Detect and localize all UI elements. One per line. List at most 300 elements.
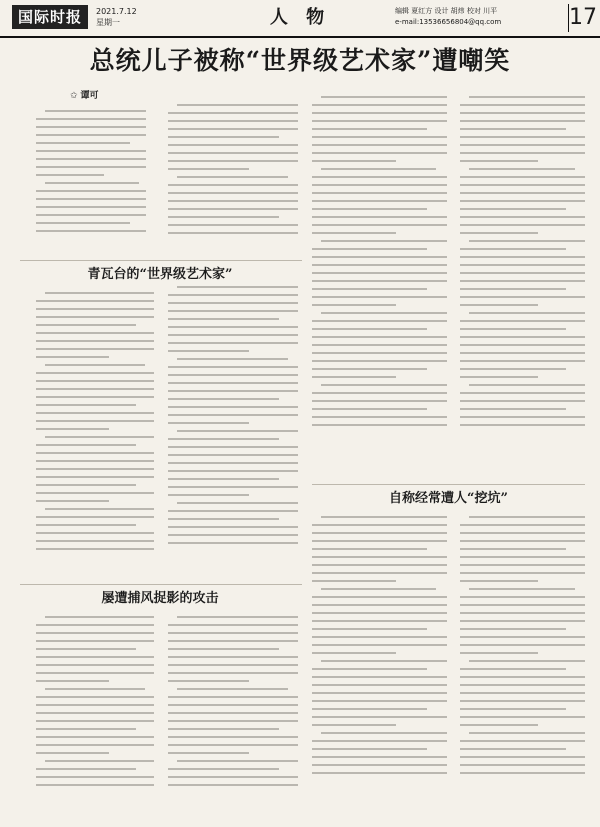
body-text-line — [168, 534, 298, 536]
body-text-line — [36, 214, 146, 216]
body-text-line — [36, 222, 130, 224]
body-text-line — [177, 688, 288, 690]
body-text-line — [312, 724, 396, 726]
body-text-line — [312, 400, 447, 402]
body-text-line — [460, 644, 585, 646]
body-text-line — [460, 764, 585, 766]
body-text-line — [168, 366, 298, 368]
body-text-line — [168, 406, 298, 408]
body-text-line — [460, 136, 585, 138]
body-text-line — [312, 604, 447, 606]
section-divider — [20, 260, 302, 261]
body-text-line — [168, 486, 298, 488]
body-text-line — [312, 344, 447, 346]
body-text-line — [168, 470, 298, 472]
body-text-line — [312, 200, 447, 202]
body-text-line — [168, 374, 298, 376]
section-divider — [312, 484, 585, 485]
body-text-line — [460, 628, 566, 630]
body-text-line — [460, 336, 585, 338]
column-3-bottom — [312, 516, 447, 780]
body-text-line — [36, 230, 146, 232]
editor-email: e-mail:13536656804@qq.com — [395, 18, 502, 26]
body-text-line — [312, 112, 447, 114]
body-text-line — [168, 144, 298, 146]
body-text-line — [312, 548, 427, 550]
body-text-line — [460, 756, 585, 758]
body-text-line — [460, 612, 585, 614]
body-text-line — [312, 596, 447, 598]
body-text-line — [168, 768, 279, 770]
body-text-line — [168, 510, 298, 512]
body-text-line — [312, 644, 447, 646]
body-text-line — [460, 120, 585, 122]
body-text-line — [460, 636, 585, 638]
body-text-line — [460, 352, 585, 354]
body-text-line — [312, 700, 447, 702]
body-text-line — [36, 712, 154, 714]
body-text-line — [460, 304, 538, 306]
body-text-line — [36, 142, 130, 144]
body-text-line — [45, 364, 145, 366]
article-byline — [70, 90, 99, 102]
body-text-line — [312, 224, 447, 226]
body-text-line — [460, 320, 585, 322]
body-text-line — [312, 128, 427, 130]
body-text-line — [168, 168, 249, 170]
body-text-line — [168, 310, 298, 312]
body-text-line — [321, 96, 447, 98]
author-name: 谭可 — [80, 91, 99, 101]
column-1-middle — [36, 292, 154, 556]
body-text-line — [45, 292, 154, 294]
body-text-line — [36, 476, 154, 478]
body-text-line — [36, 134, 146, 136]
body-text-line — [36, 768, 136, 770]
body-text-line — [36, 728, 136, 730]
body-text-line — [36, 736, 154, 738]
body-text-line — [321, 588, 436, 590]
body-text-line — [36, 704, 154, 706]
body-text-line — [469, 588, 575, 590]
body-text-line — [312, 256, 447, 258]
body-text-line — [460, 360, 585, 362]
body-text-line — [460, 772, 585, 774]
body-text-line — [36, 680, 109, 682]
body-text-line — [312, 120, 447, 122]
body-text-line — [168, 736, 298, 738]
body-text-line — [312, 764, 447, 766]
body-text-line — [168, 200, 298, 202]
body-text-line — [177, 176, 288, 178]
body-text-line — [312, 564, 447, 566]
body-text-line — [36, 460, 154, 462]
body-text-line — [312, 336, 447, 338]
body-text-line — [312, 580, 396, 582]
body-text-line — [36, 118, 146, 120]
body-text-line — [36, 492, 154, 494]
body-text-line — [460, 620, 585, 622]
body-text-line — [312, 160, 396, 162]
body-text-line — [460, 532, 585, 534]
body-text-line — [36, 206, 146, 208]
body-text-line — [312, 424, 447, 426]
body-text-line — [460, 580, 538, 582]
body-text-line — [36, 696, 154, 698]
body-text-line — [168, 152, 298, 154]
body-text-line — [460, 248, 566, 250]
body-text-line — [469, 516, 585, 518]
body-text-line — [177, 358, 288, 360]
body-text-line — [36, 316, 154, 318]
body-text-line — [312, 392, 447, 394]
body-text-line — [469, 312, 585, 314]
body-text-line — [168, 776, 298, 778]
body-text-line — [460, 716, 585, 718]
body-text-line — [36, 640, 154, 642]
body-text-line — [36, 372, 154, 374]
body-text-line — [36, 190, 146, 192]
body-text-line — [36, 166, 146, 168]
body-text-line — [460, 596, 585, 598]
body-text-line — [469, 240, 585, 242]
editor-names: 编辑 夏红方 设计 胡炜 校对 川平 — [395, 7, 498, 15]
body-text-line — [460, 684, 585, 686]
body-text-line — [36, 776, 154, 778]
body-text-line — [36, 380, 154, 382]
body-text-line — [469, 660, 585, 662]
body-text-line — [312, 352, 447, 354]
body-text-line — [177, 502, 298, 504]
body-text-line — [460, 708, 566, 710]
body-text-line — [312, 652, 396, 654]
body-text-line — [177, 616, 298, 618]
body-text-line — [168, 478, 279, 480]
body-text-line — [168, 390, 298, 392]
body-text-line — [460, 104, 585, 106]
body-text-line — [36, 150, 146, 152]
body-text-line — [168, 112, 298, 114]
body-text-line — [36, 404, 136, 406]
body-text-line — [168, 342, 298, 344]
body-text-line — [36, 720, 154, 722]
body-text-line — [460, 232, 538, 234]
body-text-line — [36, 452, 154, 454]
body-text-line — [312, 248, 427, 250]
body-text-line — [321, 516, 447, 518]
body-text-line — [36, 126, 146, 128]
body-text-line — [312, 556, 447, 558]
column-4-top — [460, 96, 585, 432]
body-text-line — [36, 516, 154, 518]
section-title: 人 物 — [269, 7, 331, 28]
body-text-line — [168, 446, 298, 448]
column-2-bottom — [168, 616, 298, 792]
body-text-line — [312, 756, 447, 758]
body-text-line — [168, 648, 279, 650]
column-2-middle — [168, 286, 298, 550]
body-text-line — [460, 368, 566, 370]
body-text-line — [36, 752, 109, 754]
body-text-line — [177, 430, 298, 432]
body-text-line — [312, 532, 447, 534]
body-text-line — [168, 160, 298, 162]
body-text-line — [45, 508, 154, 510]
body-text-line — [312, 208, 427, 210]
body-text-line — [36, 624, 154, 626]
body-text-line — [312, 272, 447, 274]
body-text-line — [460, 264, 585, 266]
body-text-line — [460, 556, 585, 558]
body-text-line — [36, 420, 154, 422]
body-text-line — [460, 408, 566, 410]
body-text-line — [321, 240, 447, 242]
body-text-line — [312, 628, 427, 630]
body-text-line — [312, 748, 427, 750]
subhead-2: 屡遭捕风捉影的攻击 — [101, 591, 219, 606]
issue-date: 2021.7.12 — [96, 7, 137, 16]
body-text-line — [312, 320, 447, 322]
body-text-line — [312, 716, 447, 718]
body-text-line — [168, 518, 279, 520]
body-text-line — [168, 494, 249, 496]
body-text-line — [312, 708, 427, 710]
star-icon: ✩ — [70, 91, 78, 101]
page-number: 17 — [569, 5, 597, 30]
body-text-line — [460, 184, 585, 186]
body-text-line — [168, 382, 298, 384]
body-text-line — [36, 484, 136, 486]
body-text-line — [312, 368, 427, 370]
body-text-line — [460, 724, 538, 726]
body-text-line — [312, 144, 447, 146]
column-2-top — [168, 104, 298, 240]
body-text-line — [312, 216, 447, 218]
body-text-line — [168, 656, 298, 658]
body-text-line — [460, 564, 585, 566]
column-4-bottom — [460, 516, 585, 780]
body-text-line — [45, 760, 154, 762]
body-text-line — [312, 416, 447, 418]
body-text-line — [168, 696, 298, 698]
column-1-top — [36, 110, 146, 238]
body-text-line — [168, 672, 298, 674]
body-text-line — [312, 192, 447, 194]
body-text-line — [312, 692, 447, 694]
body-text-line — [460, 344, 585, 346]
body-text-line — [168, 542, 298, 544]
body-text-line — [460, 400, 585, 402]
body-text-line — [321, 660, 447, 662]
body-text-line — [460, 540, 585, 542]
body-text-line — [36, 632, 154, 634]
body-text-line — [460, 652, 538, 654]
body-text-line — [460, 176, 585, 178]
body-text-line — [312, 232, 396, 234]
body-text-line — [36, 388, 154, 390]
body-text-line — [168, 334, 298, 336]
body-text-line — [45, 110, 146, 112]
body-text-line — [168, 208, 298, 210]
body-text-line — [321, 312, 447, 314]
body-text-line — [460, 676, 585, 678]
body-text-line — [312, 408, 427, 410]
body-text-line — [312, 376, 396, 378]
body-text-line — [36, 664, 154, 666]
body-text-line — [312, 524, 447, 526]
body-text-line — [168, 632, 298, 634]
body-text-line — [460, 416, 585, 418]
article-headline: 总统儿子被称“世界级艺术家”遭嘲笑 — [89, 46, 511, 75]
body-text-line — [460, 376, 538, 378]
newspaper-logo: 国际时报 — [12, 5, 88, 29]
body-text-line — [460, 424, 585, 426]
body-text-line — [168, 302, 298, 304]
body-text-line — [168, 216, 279, 218]
body-text-line — [45, 688, 145, 690]
body-text-line — [168, 120, 298, 122]
body-text-line — [469, 96, 585, 98]
body-text-line — [312, 288, 427, 290]
body-text-line — [36, 672, 154, 674]
body-text-line — [460, 216, 585, 218]
body-text-line — [321, 384, 447, 386]
body-text-line — [36, 396, 154, 398]
body-text-line — [460, 192, 585, 194]
body-text-line — [460, 144, 585, 146]
body-text-line — [312, 684, 447, 686]
body-text-line — [460, 392, 585, 394]
body-text-line — [312, 636, 447, 638]
body-text-line — [168, 526, 298, 528]
body-text-line — [312, 176, 447, 178]
body-text-line — [36, 784, 154, 786]
body-text-line — [460, 280, 585, 282]
body-text-line — [36, 744, 154, 746]
body-text-line — [312, 184, 447, 186]
body-text-line — [312, 328, 427, 330]
body-text-line — [36, 540, 154, 542]
body-text-line — [168, 128, 298, 130]
issue-date-block — [96, 6, 137, 28]
body-text-line — [312, 152, 447, 154]
body-text-line — [168, 680, 249, 682]
body-text-line — [460, 112, 585, 114]
body-text-line — [460, 700, 585, 702]
body-text-line — [460, 524, 585, 526]
body-text-line — [36, 656, 154, 658]
body-text-line — [168, 624, 298, 626]
body-text-line — [312, 668, 427, 670]
body-text-line — [312, 280, 447, 282]
column-3-top — [312, 96, 447, 432]
body-text-line — [460, 328, 566, 330]
body-text-line — [312, 360, 447, 362]
body-text-line — [168, 136, 279, 138]
body-text-line — [168, 422, 249, 424]
body-text-line — [312, 540, 447, 542]
body-text-line — [36, 340, 154, 342]
body-text-line — [177, 286, 298, 288]
body-text-line — [36, 468, 154, 470]
body-text-line — [36, 548, 154, 550]
body-text-line — [312, 136, 447, 138]
body-text-line — [460, 160, 538, 162]
body-text-line — [460, 272, 585, 274]
body-text-line — [168, 414, 298, 416]
body-text-line — [312, 264, 447, 266]
body-text-line — [36, 324, 136, 326]
body-text-line — [45, 616, 154, 618]
body-text-line — [460, 152, 585, 154]
body-text-line — [168, 704, 298, 706]
masthead — [0, 0, 600, 38]
body-text-line — [168, 720, 298, 722]
body-text-line — [312, 304, 396, 306]
body-text-line — [469, 732, 585, 734]
body-text-line — [168, 438, 279, 440]
subhead-1: 青瓦台的“世界级艺术家” — [87, 267, 233, 282]
body-text-line — [168, 192, 298, 194]
body-text-line — [460, 548, 566, 550]
body-text-line — [36, 158, 146, 160]
body-text-line — [460, 692, 585, 694]
body-text-line — [312, 772, 447, 774]
body-text-line — [312, 612, 447, 614]
body-text-line — [312, 572, 447, 574]
body-text-line — [168, 318, 279, 320]
body-text-line — [36, 332, 154, 334]
section-divider — [20, 584, 302, 585]
body-text-line — [177, 104, 298, 106]
body-text-line — [312, 296, 447, 298]
body-text-line — [168, 350, 249, 352]
body-text-line — [168, 784, 298, 786]
body-text-line — [460, 748, 566, 750]
body-text-line — [312, 740, 447, 742]
column-1-bottom — [36, 616, 154, 792]
body-text-line — [168, 454, 298, 456]
body-text-line — [168, 326, 298, 328]
body-text-line — [36, 648, 136, 650]
body-text-line — [36, 348, 154, 350]
body-text-line — [36, 412, 154, 414]
body-text-line — [168, 232, 298, 234]
body-text-line — [168, 752, 249, 754]
subhead-3: 自称经常遭人“挖坑” — [389, 491, 508, 506]
body-text-line — [168, 640, 298, 642]
body-text-line — [321, 168, 436, 170]
body-text-line — [312, 676, 447, 678]
body-text-line — [460, 740, 585, 742]
body-text-line — [460, 296, 585, 298]
body-text-line — [460, 668, 566, 670]
body-text-line — [460, 256, 585, 258]
body-text-line — [460, 604, 585, 606]
body-text-line — [460, 128, 566, 130]
body-text-line — [36, 300, 154, 302]
editor-credits — [395, 6, 565, 28]
body-text-line — [460, 200, 585, 202]
body-text-line — [168, 462, 298, 464]
body-text-line — [460, 224, 585, 226]
body-text-line — [36, 524, 136, 526]
body-text-line — [168, 728, 279, 730]
body-text-line — [312, 620, 447, 622]
body-text-line — [36, 444, 136, 446]
body-text-line — [168, 294, 298, 296]
body-text-line — [177, 760, 298, 762]
